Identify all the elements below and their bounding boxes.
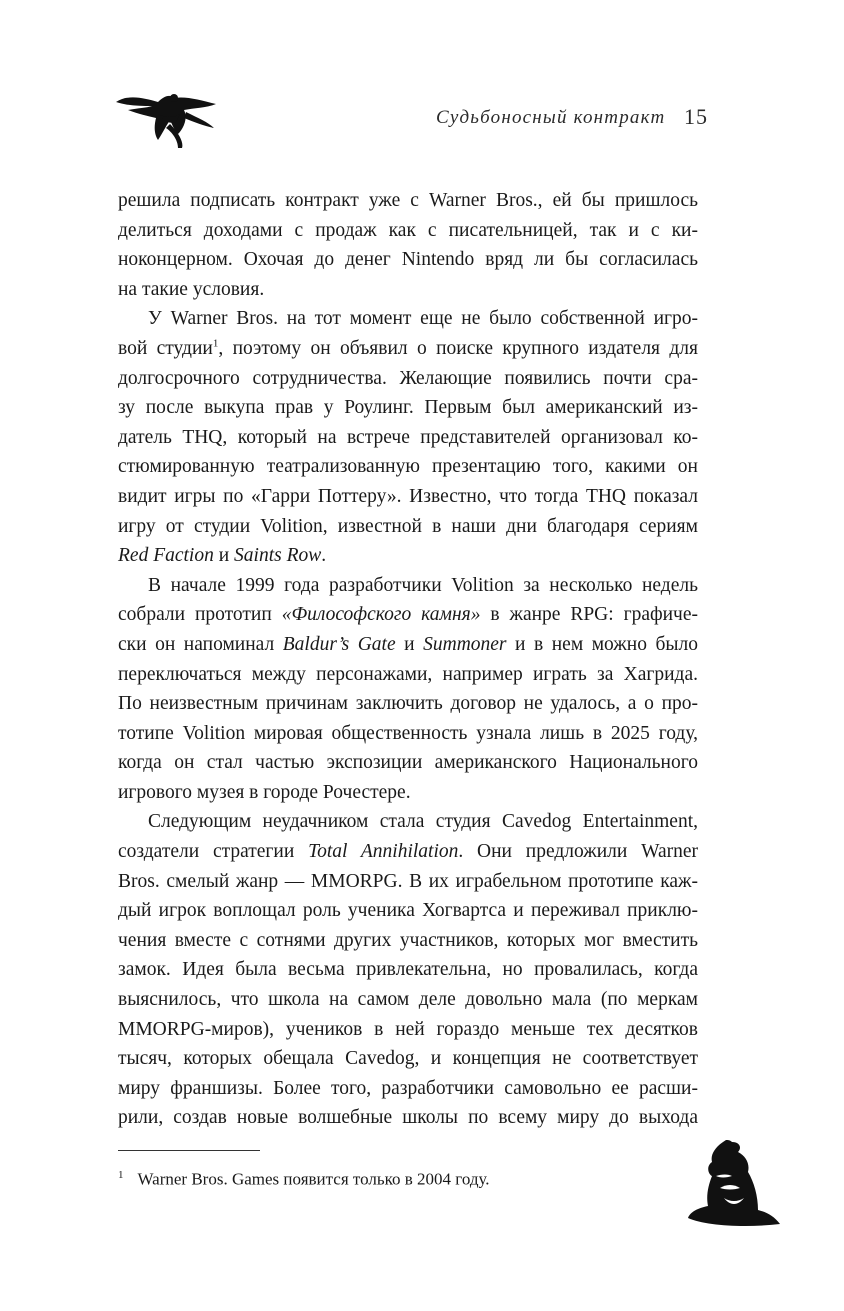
text-segment: , поэтому он объявил о поиске крупного издателя для [218,337,699,359]
text-line [118,245,698,275]
text-segment: игрового музея в городе Рочестере. [118,781,411,803]
text-line [118,275,698,305]
text-segment: тысяч, которых обещала Cavedog, и концепция не соответствует [118,1048,698,1070]
text-segment: ноконцерном. Охочая до денег Nintendo вряд ли бы согласилась [118,249,698,271]
page-number: 15 [684,104,708,129]
text-segment: видит игры по «Гарри Поттеру». Известно, что тогда THQ показал [118,485,698,507]
text-segment: и [213,545,235,567]
text-line [118,778,698,808]
text-segment: игру от студии Volition, известной в наши дни благодаря сериям [118,515,698,537]
text-line [118,689,698,719]
text-segment: на такие условия. [118,278,265,300]
text-segment: Bros. смелый жанр — MMORPG. В их играбельном прототипе каж- [118,870,698,892]
text-segment: когда он стал частью экспозиции американского Национального [118,752,698,774]
text-segment: MMORPG-миров), учеников в ней гораздо меньше тех десятков [118,1018,698,1040]
sorting-hat-icon [686,1136,782,1228]
text-segment: дый игрок воплощал роль ученика Хогвартса и переживал приклю- [118,900,698,922]
text-segment: зу после выкупа прав у Роулинг. Первым был американский из- [118,397,698,419]
text-segment: ски он напоминал [118,633,283,655]
text-line [118,807,698,837]
text-line [118,482,698,512]
text-line [118,867,698,897]
text-segment: долгосрочного сотрудничества. Желающие появились почти сра- [118,367,698,389]
text-line [118,748,698,778]
text-segment: стюмированную театрализованную презентацию того, какими он [118,456,698,478]
body-text [118,186,698,1133]
text-segment: замок. Идея была весьма привлекательна, но провалилась, когда [118,959,698,981]
text-segment: и [395,633,424,655]
text-segment: . Они предложили Warner [458,841,698,863]
flying-broom-figure-icon [114,84,218,150]
footnote-text: Warner Bros. Games появится только в 2004 году. [137,1169,490,1189]
italic-title: Saints Row [234,545,322,567]
text-line [118,512,698,542]
running-title: Судьбоносный контракт [436,107,666,128]
text-segment: Следующим неудачником стала студия Cavedog Entertainment, [148,811,698,833]
footnote-mark: 1 [118,1169,124,1181]
text-line [118,541,698,571]
text-segment: рили, создав новые волшебные школы по всему миру до выхода [118,1107,698,1129]
text-line [118,334,698,364]
text-line [118,452,698,482]
text-segment: решила подписать контракт уже с Warner Bros., ей бы пришлось [118,190,698,211]
text-line [118,423,698,453]
text-segment: У Warner Bros. на тот момент еще не было собственной игро- [148,308,698,330]
text-line [118,1103,698,1133]
text-line [118,1044,698,1074]
text-line [118,660,698,690]
text-segment: делиться доходами с продаж как с писательницей, так и с ки- [118,219,698,241]
text-line [118,985,698,1015]
text-line [118,216,698,246]
text-line [118,837,698,867]
italic-title: Total Annihilation [308,841,459,863]
text-segment: переключаться между персонажами, например играть за Хагрида. [118,663,698,685]
footnote-reference: 1 [212,337,219,350]
text-line [118,571,698,601]
text-segment: тотипе Volition мировая общественность узнала лишь в 2025 году, [118,722,698,744]
text-segment: вой студии [118,337,213,359]
text-segment: чения вместе с сотнями других участников, которых мог вместить [118,929,698,951]
text-segment: миру франшизы. Более того, разработчики самовольно ее расши- [118,1077,698,1099]
text-segment: создатели стратегии [118,841,309,863]
footnote [118,1163,490,1192]
text-segment: . [321,545,327,567]
text-line [118,304,698,334]
italic-title: «Философского камня» [281,604,481,626]
text-line [118,926,698,956]
text-line [118,600,698,630]
italic-title: Red Faction [118,545,214,567]
text-line [118,393,698,423]
footnote-divider [118,1150,260,1151]
text-line [118,364,698,394]
text-line [118,896,698,926]
italic-title: Summoner [423,633,507,655]
text-line [118,186,698,216]
text-line [118,1074,698,1104]
text-segment: и в нем можно было [506,633,698,655]
text-line [118,1015,698,1045]
text-segment: датель THQ, который на встрече представителей организовал ко- [118,426,698,448]
italic-title: Baldur’s Gate [282,633,396,655]
text-segment: в жанре RPG: графиче- [480,604,698,626]
text-line [118,719,698,749]
text-segment: собрали прототип [118,604,282,626]
text-segment: По неизвестным причинам заключить договор не удалось, а о про- [118,693,698,715]
text-segment: В начале 1999 года разработчики Volition за несколько недель [148,574,698,596]
text-segment: выяснилось, что школа на самом деле довольно мала (по меркам [118,989,698,1011]
text-line [118,630,698,660]
text-line [118,955,698,985]
